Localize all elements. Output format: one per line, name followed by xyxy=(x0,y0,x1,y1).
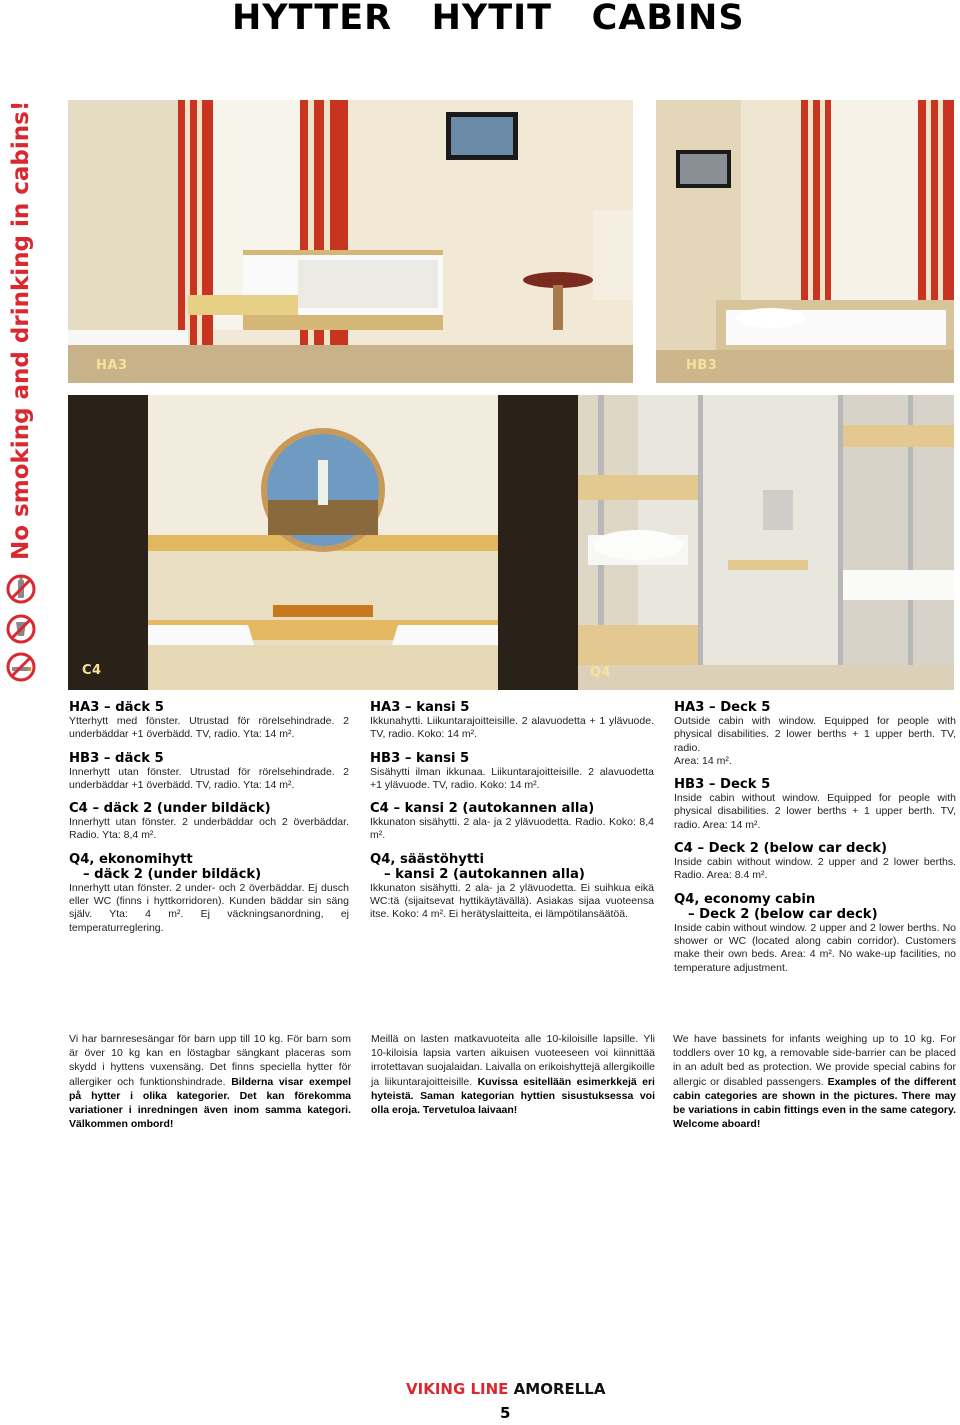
en-ha3-text: Outside cabin with window. Equipped for people with physical disabilities. 2 lower berths + 1 upper berth. TV, radio. xyxy=(674,715,956,754)
fi-hb3-heading: HB3 – kansi 5 xyxy=(370,750,470,766)
finnish-column xyxy=(370,700,654,922)
en-ha3-area: Area: 14 m². xyxy=(674,754,732,767)
no-drinking-bottle-icon xyxy=(6,574,36,604)
fi-ha3-heading: HA3 – kansi 5 xyxy=(370,700,470,715)
fi-info-text: Meillä on lasten matkavuoteita alle 10-kiloisille lapsille. Yli 10-kiloisia lapsia varten aikuisen vuoteeseen voi kiinnittää irrotettavan suojalaidan. Laivalla on erikoishyttejä allergikoille ja liikuntarajoitteisille. xyxy=(371,1033,655,1088)
page-number: 5 xyxy=(500,1404,511,1422)
no-smoking-notice xyxy=(3,100,39,560)
en-c4-heading: C4 – Deck 2 (below car deck) xyxy=(674,841,888,857)
photo-label-hb3: HB3 xyxy=(686,358,718,373)
fi-ha3-text: Ikkunahytti. Liikuntarajoitteisille. 2 alavuodetta + 1 ylävuode. TV, radio. Koko: 14 m². xyxy=(370,715,654,741)
fi-c4-heading: C4 – kansi 2 (autokannen alla) xyxy=(370,801,595,817)
sv-info-text: Vi har barnresesängar för barn upp till 10 kg. För barn som är över 10 kg kan en löstagbar sängkant placeras som skydd i hyttens vuxensäng. Det finns speciella hytter för allergiker och funktionshindrade. xyxy=(69,1033,351,1088)
sv-hb3-heading: HB3 – däck 5 xyxy=(69,750,164,766)
brand-amorella: AMORELLA xyxy=(513,1380,606,1398)
photo-c4 xyxy=(68,395,578,690)
no-smoking-icon xyxy=(6,652,36,682)
sv-info-block xyxy=(69,1032,351,1131)
fi-info-block xyxy=(371,1032,655,1117)
sv-ha3-text: Ytterhytt med fönster. Utrustad för rörelsehindrade. 2 underbäddar +1 överbädd. TV, radio. Yta: 14 m². xyxy=(69,715,349,741)
sv-c4-heading: C4 – däck 2 (under bildäck) xyxy=(69,801,271,817)
photo-hb3 xyxy=(656,100,954,383)
fi-c4-text: Ikkunaton sisähytti. 2 ala- ja 2 ylävuodetta. Radio. Koko: 8,4 m². xyxy=(370,816,654,842)
english-column xyxy=(674,700,956,975)
fi-hb3-text: Sisähytti ilman ikkunaa. Liikuntarajoitteisille. 2 alavuodetta +1 ylävuode. TV, radio. Koko: 14 m². xyxy=(370,765,654,791)
sv-q4-subheading: – däck 2 (under bildäck) xyxy=(83,866,262,882)
en-info-bold: Examples of the different cabin categories are shown in the pictures. There may be variations in cabin fittings even in the same category. Welcome aboard! xyxy=(673,1075,956,1131)
en-c4-text: Inside cabin without window. 2 upper and 2 lower berths. Radio. Area: 8.4 m². xyxy=(674,856,956,882)
photo-ha3 xyxy=(68,100,633,383)
en-q4-subheading: – Deck 2 (below car deck) xyxy=(688,906,878,922)
page-title: HYTTER HYTIT CABINS xyxy=(232,0,745,38)
fi-q4-text: Ikkunaton sisähytti. 2 ala- ja 2 ylävuodetta. Ei suihkua eikä WC:tä (sijaitsevat hyttikäytävällä). Asiakas sijaa vuoteensa itse. Koko: 4 m². Ei herätyslaitteita, ei lämpötilansäätöä. xyxy=(370,881,654,921)
photo-q4 xyxy=(578,395,954,690)
fi-info-bold: Kuvissa esitellään esimerkkejä eri hyteistä. Saman kategorian hyttien sisustuksessa voi olla eroja. Tervetuloa laivaan! xyxy=(371,1075,655,1117)
sv-q4-text: Innerhytt utan fönster. 2 under- och 2 överbäddar. Ej dusch eller WC (finns i hyttkorridoren). Kunden bäddar sin säng själv. Yta: 4 m². Ej väckningsanordning, ej temperaturreglering. xyxy=(69,881,349,934)
no-smoking-notice-text: No smoking and drinking in cabins! xyxy=(8,100,34,560)
brand-viking-line: VIKING LINE xyxy=(406,1380,509,1398)
en-hb3-text: Inside cabin without window. Equipped for people with physical disabilities. 2 lower berths + 1 upper berth. TV, radio. Area: 14 m². xyxy=(674,792,956,831)
fi-q4-heading: Q4, säästöhytti xyxy=(370,851,484,867)
en-q4-text: Inside cabin without window. 2 upper and 2 lower berths. No shower or WC (located along cabin corridor). Customers make their own beds. Area: 4 m². No wake-up facilities, no temperature adjustment. xyxy=(674,921,956,974)
photo-label-c4: C4 xyxy=(82,663,102,678)
swedish-column xyxy=(69,700,349,935)
brand-logo xyxy=(406,1380,626,1398)
en-info-block xyxy=(673,1032,956,1131)
sv-ha3-heading: HA3 – däck 5 xyxy=(69,700,164,715)
sv-info-bold: Bilderna visar exempel på hytter i olika kategorier. Det kan förekomma variationer i inredningen även inom samma kategori. Välkommen ombord! xyxy=(69,1075,351,1131)
en-ha3-heading: HA3 – Deck 5 xyxy=(674,700,771,715)
en-q4-heading: Q4, economy cabin xyxy=(674,891,816,907)
sv-q4-heading: Q4, ekonomihytt xyxy=(69,851,193,867)
photo-label-q4: Q4 xyxy=(590,665,612,680)
sv-hb3-text: Innerhytt utan fönster. Utrustad för rörelsehindrade. 2 underbäddar +1 överbädd. TV, radio. Yta: 14 m². xyxy=(69,765,349,791)
fi-q4-subheading: – kansi 2 (autokannen alla) xyxy=(384,866,585,882)
en-info-text: We have bassinets for infants weighing up to 10 kg. For toddlers over 10 kg, a removable side-barrier can be placed in an adult bed as protection. We provide special cabins for allergic or disabled passengers. xyxy=(673,1033,956,1088)
sv-c4-text: Innerhytt utan fönster. 2 underbäddar och 2 överbäddar. Radio. Yta: 8,4 m². xyxy=(69,816,349,842)
photo-label-ha3: HA3 xyxy=(96,358,128,373)
en-hb3-heading: HB3 – Deck 5 xyxy=(674,777,771,793)
no-drinking-glass-icon xyxy=(6,614,36,644)
